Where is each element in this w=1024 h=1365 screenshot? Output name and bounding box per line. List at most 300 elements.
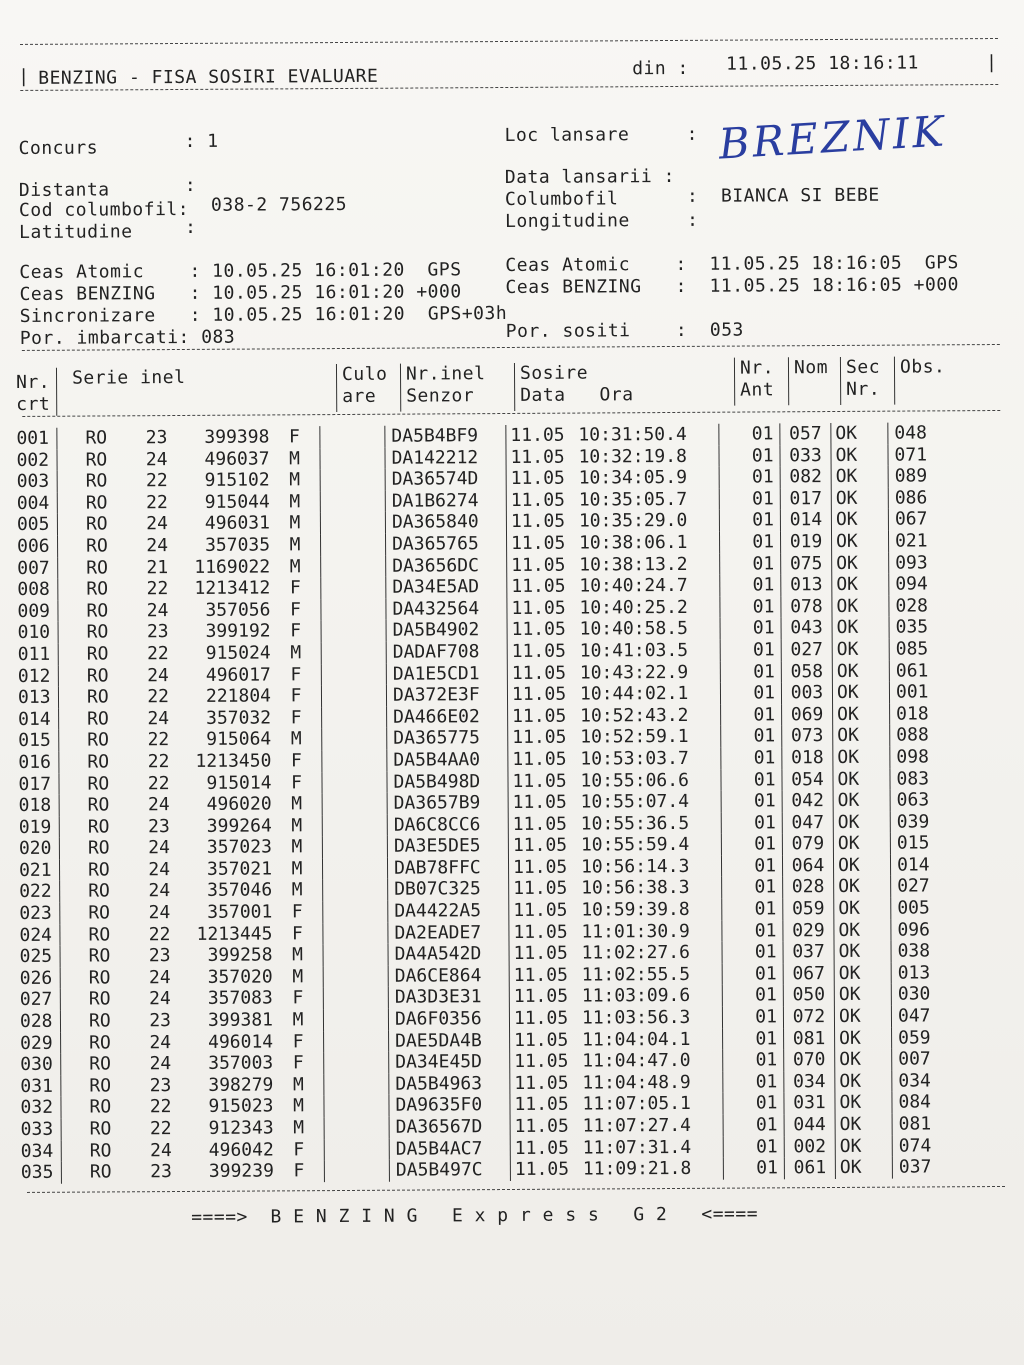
observation: 067 <box>888 509 955 531</box>
ring-country: RO <box>89 1075 112 1097</box>
col-serie-inel: Serie inel <box>71 366 186 389</box>
observation: 096 <box>891 919 958 941</box>
ring-country: RO <box>87 729 110 751</box>
ring-country: RO <box>87 708 109 730</box>
security-status: OK <box>833 790 890 812</box>
nom-number: 081 <box>784 1028 835 1050</box>
sensor-id: DA6C8CC6 <box>387 814 508 836</box>
pigeon-color <box>322 836 387 858</box>
arrival-date: 11.05 <box>507 640 580 662</box>
pigeon-sex: M <box>289 534 301 556</box>
arrival-time: 11:03:56.3 <box>581 1006 691 1029</box>
row-separator <box>59 752 74 774</box>
ring-number: 399239 <box>208 1160 274 1183</box>
ring-number: 496020 <box>206 793 272 815</box>
row-number: 028 <box>19 1010 53 1033</box>
observation: 027 <box>891 876 958 898</box>
observation: 048 <box>888 422 955 444</box>
row-separator <box>59 860 74 882</box>
antenna-number: 01 <box>721 704 782 726</box>
security-status: OK <box>832 552 889 574</box>
ring-year: 22 <box>145 470 168 492</box>
ceas-benzing-end: Ceas BENZING : 11.05.25 18:16:05 +000 <box>505 274 960 299</box>
pigeon-sex: M <box>290 642 302 664</box>
ring-year: 23 <box>146 621 169 643</box>
ceas-atomic-start: Ceas Atomic : 10.05.25 16:01:20 GPS <box>19 259 462 283</box>
pigeon-sex: F <box>291 922 303 944</box>
pigeon-color <box>320 512 385 534</box>
row-separator <box>59 795 74 817</box>
security-status: OK <box>834 919 891 941</box>
ring-number: 221804 <box>205 685 272 707</box>
pigeon-sex: F <box>292 1030 304 1052</box>
col-sosire: Sosire <box>519 362 589 384</box>
ring-year: 23 <box>148 945 171 967</box>
pigeon-sex: F <box>290 685 302 707</box>
observation: 089 <box>888 465 955 487</box>
nom-number: 029 <box>783 920 834 942</box>
nom-number: 002 <box>784 1136 835 1158</box>
distanta-label: Distanta <box>18 179 110 201</box>
row-separator <box>58 644 73 666</box>
ring-country: RO <box>89 1161 112 1183</box>
row-number: 035 <box>20 1161 54 1184</box>
row-number: 016 <box>18 751 51 773</box>
row-number: 011 <box>17 643 51 665</box>
row-number: 023 <box>19 902 52 925</box>
observation: 038 <box>891 941 958 963</box>
porumbei-imbarcati: Por. imbarcati: 083 <box>19 326 236 349</box>
nom-number: 031 <box>784 1092 835 1114</box>
nom-number: 042 <box>782 790 833 812</box>
pigeon-sex: F <box>290 663 302 685</box>
row-number: 025 <box>19 946 53 968</box>
security-status: OK <box>833 725 890 747</box>
ring-country: RO <box>88 945 111 967</box>
arrival-date: 11.05 <box>508 792 581 814</box>
row-number: 034 <box>20 1140 54 1162</box>
arrival-date: 11.05 <box>510 1116 583 1138</box>
row-separator <box>60 924 75 946</box>
antenna-number: 01 <box>721 834 782 856</box>
observation: 018 <box>890 703 957 725</box>
ring-number: 1213445 <box>196 923 273 945</box>
arrival-date: 11.05 <box>506 468 579 490</box>
observation: 083 <box>890 768 957 790</box>
row-separator <box>59 708 74 730</box>
longitudine-label: Longitudine <box>505 210 630 233</box>
pigeon-color <box>323 944 388 966</box>
row-separator <box>60 881 75 903</box>
observation: 059 <box>892 1027 959 1049</box>
sensor-id: DA6F0356 <box>388 1008 509 1030</box>
ring-country: RO <box>89 1118 112 1140</box>
col-culoare: Culo <box>341 363 388 386</box>
sensor-id: DA3D3E31 <box>388 986 509 1008</box>
ring-year: 21 <box>146 556 169 578</box>
pigeon-color <box>323 987 388 1009</box>
loc-lansare-handwritten: BREZNIK <box>717 106 948 169</box>
observation: 074 <box>892 1135 959 1157</box>
ring-year: 24 <box>149 988 171 1010</box>
row-number: 031 <box>20 1075 53 1097</box>
sensor-id: DA466E02 <box>387 706 508 728</box>
row-number: 020 <box>18 838 52 860</box>
observation: 071 <box>888 444 955 466</box>
ring-country: RO <box>86 643 109 665</box>
col-divider <box>788 357 789 405</box>
row-number: 009 <box>17 600 51 622</box>
sensor-id: DA34E5AD <box>386 576 507 598</box>
observation: 085 <box>889 638 956 660</box>
ring-year: 24 <box>148 902 171 924</box>
nom-number: 078 <box>781 596 832 618</box>
arrival-date: 11.05 <box>508 705 581 727</box>
pigeon-color <box>321 577 386 599</box>
arrival-time: 10:40:24.7 <box>579 575 688 597</box>
security-status: OK <box>835 1049 892 1071</box>
pigeon-sex: F <box>288 426 300 448</box>
pigeon-color <box>321 598 386 620</box>
row-separator <box>61 1119 76 1141</box>
arrival-date: 11.05 <box>510 1159 583 1181</box>
arrival-date: 11.05 <box>510 1051 583 1073</box>
pigeon-sex: F <box>293 1160 305 1182</box>
arrival-time: 10:55:06.6 <box>580 769 689 792</box>
row-separator <box>58 557 73 579</box>
nom-number: 050 <box>783 984 834 1006</box>
security-status: OK <box>833 747 890 769</box>
observation: 093 <box>889 552 956 574</box>
row-separator <box>59 816 74 838</box>
nom-number: 014 <box>780 509 831 531</box>
sensor-id: DA4A542D <box>388 943 509 965</box>
ring-country: RO <box>89 1140 112 1162</box>
antenna-number: 01 <box>722 1006 783 1028</box>
ring-year: 22 <box>146 491 168 513</box>
observation: 047 <box>891 1005 958 1027</box>
nom-number: 033 <box>780 445 831 467</box>
security-status: OK <box>835 1114 892 1136</box>
nom-number: 073 <box>782 725 833 747</box>
pigeon-sex: M <box>289 512 301 534</box>
arrivals-table-body <box>16 422 959 1183</box>
antenna-number: 01 <box>719 467 780 489</box>
arrival-time: 10:34:05.9 <box>578 467 688 489</box>
ring-number: 1169022 <box>194 556 271 578</box>
arrival-date: 11.05 <box>508 770 581 792</box>
arrival-date: 11.05 <box>509 986 582 1008</box>
pigeon-sex: F <box>289 577 301 599</box>
col-nr-ant: Nr. <box>739 357 775 379</box>
observation: 005 <box>891 897 958 919</box>
arrival-time: 11:04:47.0 <box>582 1050 691 1072</box>
pigeon-color <box>324 1138 389 1160</box>
security-status: OK <box>834 898 891 920</box>
row-number: 024 <box>19 924 53 946</box>
sensor-id: DA6CE864 <box>388 965 509 987</box>
pigeon-sex: M <box>292 1074 304 1096</box>
arrival-date: 11.05 <box>508 727 581 749</box>
antenna-number: 01 <box>723 1071 784 1093</box>
pigeon-color <box>323 922 388 944</box>
arrival-date: 11.05 <box>506 446 579 468</box>
ring-year: 24 <box>148 880 171 902</box>
observation: 028 <box>889 595 956 617</box>
col-culoare-2: are <box>342 385 377 408</box>
ring-year: 24 <box>149 1031 172 1053</box>
row-number: 027 <box>19 989 53 1011</box>
arrival-time: 11:03:09.6 <box>581 985 691 1007</box>
observation: 035 <box>889 617 956 639</box>
nom-number: 037 <box>783 941 834 963</box>
ring-country: RO <box>87 816 110 838</box>
ring-number: 399398 <box>204 426 270 448</box>
ring-year: 22 <box>149 1096 172 1118</box>
col-divider <box>400 364 401 412</box>
security-status: OK <box>831 444 888 466</box>
ring-number: 399258 <box>207 944 273 967</box>
ring-year: 23 <box>145 427 168 449</box>
arrival-time: 10:53:03.7 <box>580 747 689 770</box>
antenna-number: 01 <box>719 423 780 445</box>
top-rule <box>20 38 998 45</box>
nom-number: 082 <box>780 466 831 488</box>
pigeon-sex: M <box>289 447 301 469</box>
ring-country: RO <box>88 967 111 989</box>
arrival-date: 11.05 <box>507 662 580 684</box>
row-separator <box>60 1011 75 1033</box>
sensor-id: DA5B497C <box>389 1159 510 1181</box>
security-status: OK <box>833 833 890 855</box>
pigeon-sex: F <box>292 1052 304 1074</box>
row-separator <box>57 428 72 450</box>
pigeon-color <box>322 858 387 880</box>
security-status: OK <box>834 984 891 1006</box>
pigeon-sex: F <box>289 599 301 621</box>
nom-number: 079 <box>782 833 833 855</box>
observation: 061 <box>889 660 956 682</box>
pigeon-color <box>323 1009 388 1031</box>
row-separator <box>60 903 75 925</box>
ring-number: 915064 <box>206 728 272 751</box>
sensor-id: DB07C325 <box>388 878 509 900</box>
row-number: 004 <box>16 492 50 514</box>
ring-year: 22 <box>147 750 170 773</box>
row-number: 003 <box>16 470 50 493</box>
arrival-date: 11.05 <box>510 1094 583 1116</box>
nom-number: 034 <box>784 1071 835 1093</box>
porumbei-sositi: Por. sositi : 053 <box>505 319 744 343</box>
row-number: 019 <box>18 816 52 838</box>
row-number: 013 <box>17 686 51 709</box>
arrival-date: 11.05 <box>508 748 581 770</box>
ring-number: 357083 <box>207 987 273 1010</box>
arrival-time: 11:01:30.9 <box>581 920 690 943</box>
nom-number: 043 <box>781 617 832 639</box>
pigeon-sex: F <box>292 987 304 1009</box>
pigeon-color <box>324 1052 389 1074</box>
ring-number: 496037 <box>204 448 270 470</box>
ring-number: 398279 <box>208 1074 274 1096</box>
antenna-number: 01 <box>722 877 783 899</box>
ring-number: 912343 <box>208 1117 274 1139</box>
ring-number: 357056 <box>205 599 271 621</box>
arrival-time: 10:55:07.4 <box>580 790 690 813</box>
pigeon-sex: F <box>293 1138 305 1160</box>
ring-number: 915023 <box>208 1095 274 1118</box>
arrival-date: 11.05 <box>507 576 580 598</box>
ring-country: RO <box>87 837 110 859</box>
arrival-time: 11:07:31.4 <box>582 1136 692 1159</box>
arrival-time: 11:07:05.1 <box>582 1093 691 1115</box>
col-nr: Nr. <box>16 371 51 393</box>
loc-lansare-label: Loc lansare <box>504 124 630 147</box>
row-number: 022 <box>19 881 52 903</box>
pigeon-color <box>320 534 385 556</box>
arrival-date: 11.05 <box>509 943 582 965</box>
observation: 030 <box>891 984 958 1006</box>
observation: 001 <box>889 681 956 703</box>
sensor-id: DAE5DA4B <box>389 1030 510 1052</box>
title-left-bar: | <box>18 65 30 87</box>
ring-number: 496014 <box>208 1031 274 1053</box>
ring-year: 22 <box>149 1118 172 1140</box>
sensor-id: DA34E45D <box>389 1051 510 1073</box>
arrival-date: 11.05 <box>508 813 581 835</box>
columbofil-value: : BIANCA SI BEBE <box>686 184 880 207</box>
ring-number: 357023 <box>206 836 272 859</box>
antenna-number: 01 <box>723 1093 784 1115</box>
antenna-number: 01 <box>721 726 782 748</box>
col-divider <box>56 368 57 416</box>
ring-number: 915014 <box>206 771 272 794</box>
ring-year: 24 <box>148 966 171 989</box>
pigeon-color <box>321 685 386 707</box>
nom-number: 059 <box>783 898 834 920</box>
ring-year: 22 <box>147 686 170 708</box>
row-number: 006 <box>17 535 50 557</box>
nom-number: 058 <box>781 661 832 683</box>
arrival-time: 10:40:58.5 <box>579 618 689 640</box>
arrival-time: 10:44:02.1 <box>579 683 689 705</box>
sensor-id: DA36567D <box>389 1116 510 1138</box>
row-separator <box>61 1054 76 1076</box>
ring-number: 357032 <box>206 707 272 729</box>
ring-country: RO <box>85 513 108 535</box>
sensor-id: DA365765 <box>385 533 506 555</box>
nom-number: 018 <box>782 747 833 769</box>
ring-country: RO <box>87 859 110 881</box>
ring-number: 915102 <box>204 469 270 492</box>
antenna-number: 01 <box>722 963 783 985</box>
antenna-number: 01 <box>721 790 782 812</box>
pigeon-sex: M <box>292 966 304 988</box>
ceas-atomic-end: Ceas Atomic : 11.05.25 18:16:05 GPS <box>505 252 959 277</box>
ring-year: 24 <box>147 664 169 686</box>
col-obs: Obs. <box>899 356 946 378</box>
security-status: OK <box>832 639 889 661</box>
col-ant: Ant <box>740 379 775 401</box>
antenna-number: 01 <box>720 553 781 575</box>
antenna-number: 01 <box>720 596 781 618</box>
security-status: OK <box>833 703 890 725</box>
antenna-number: 01 <box>722 920 783 942</box>
sensor-id: DA5B4BF9 <box>385 425 506 447</box>
ring-year: 24 <box>147 794 170 816</box>
sensor-id: DA3657B9 <box>387 792 508 814</box>
nom-number: 075 <box>781 553 832 575</box>
ring-number: 357020 <box>207 966 273 988</box>
pigeon-color <box>323 901 388 923</box>
col-divider <box>840 357 841 405</box>
row-number: 026 <box>19 967 53 989</box>
arrival-time: 10:38:13.2 <box>579 553 688 576</box>
pigeon-sex: M <box>291 836 303 858</box>
observation: 034 <box>892 1070 959 1092</box>
pigeon-color <box>324 1160 389 1182</box>
ring-number: 496031 <box>204 512 270 535</box>
row-number: 012 <box>17 665 51 687</box>
report-title: BENZING - FISA SOSIRI EVALUARE <box>38 65 379 89</box>
row-separator <box>59 838 74 860</box>
sensor-id: DA5B498D <box>387 770 508 792</box>
observation: 084 <box>892 1092 959 1114</box>
footer-banner: ====> B E N Z I N G E x p r e s s G 2 <==== <box>191 1203 759 1228</box>
sensor-id: DA372E3F <box>386 684 507 706</box>
pigeon-sex: M <box>291 858 303 880</box>
observation: 081 <box>892 1113 959 1135</box>
ring-number: 357021 <box>206 858 273 880</box>
arrival-time: 10:56:14.3 <box>580 855 690 878</box>
pigeon-color <box>324 1074 389 1096</box>
loc-lansare-colon: : <box>686 123 698 145</box>
observation: 063 <box>890 789 957 811</box>
ring-year: 23 <box>148 815 170 837</box>
arrival-date: 11.05 <box>510 1137 583 1159</box>
row-separator <box>61 1097 76 1119</box>
pigeon-sex: F <box>291 771 303 793</box>
nom-number: 069 <box>782 704 833 726</box>
row-number: 021 <box>18 859 52 881</box>
pigeon-sex: M <box>291 879 303 901</box>
ring-year: 22 <box>146 643 169 665</box>
ring-country: RO <box>88 880 110 903</box>
col-divider <box>734 358 735 406</box>
security-status: OK <box>834 876 891 898</box>
arrival-date: 11.05 <box>507 684 580 706</box>
ring-country: RO <box>87 751 110 773</box>
pigeon-color <box>324 1117 389 1139</box>
nom-number: 061 <box>784 1157 835 1179</box>
pigeon-sex: M <box>290 728 302 750</box>
arrival-date: 11.05 <box>506 511 579 533</box>
antenna-number: 01 <box>723 1136 784 1158</box>
sensor-id: DA3656DC <box>386 555 507 577</box>
pigeon-sex: M <box>291 793 303 815</box>
arrival-date: 11.05 <box>510 1072 583 1094</box>
row-number: 030 <box>20 1054 53 1076</box>
col-divider <box>894 357 895 405</box>
nom-number: 028 <box>783 876 834 898</box>
ring-country: RO <box>86 578 109 600</box>
sensor-id: DA142212 <box>385 447 506 469</box>
row-number: 017 <box>18 773 52 795</box>
antenna-number: 01 <box>723 1050 784 1072</box>
arrival-date: 11.05 <box>506 425 579 447</box>
ring-country: RO <box>85 492 108 514</box>
ring-country: RO <box>85 427 108 449</box>
